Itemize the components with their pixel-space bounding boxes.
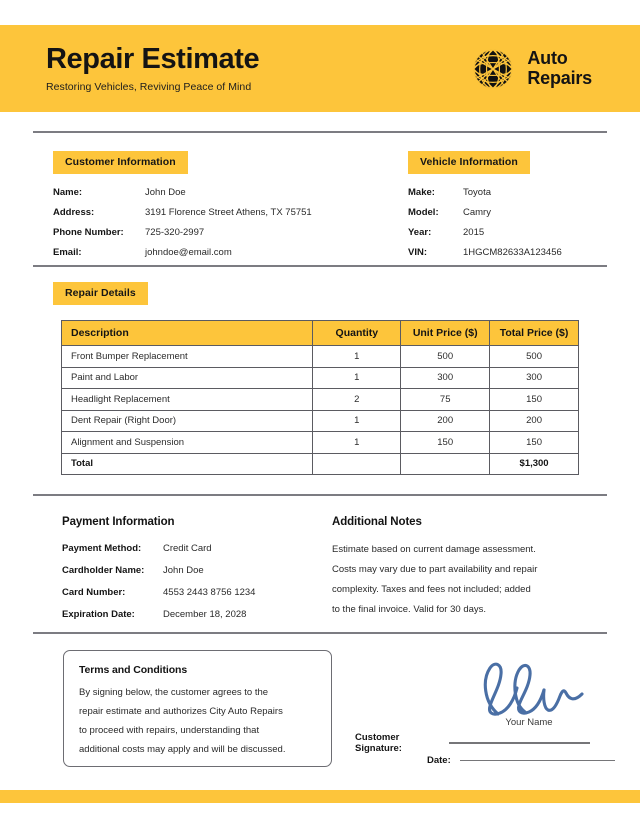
vehicle-field-list <box>408 187 562 258</box>
vehicle-field-row <box>408 247 562 258</box>
table-row <box>62 410 579 432</box>
customer-signature-label: Customer Signature: <box>355 732 402 754</box>
additional-notes-section <box>332 516 602 624</box>
terms-line: By signing below, the customer agrees to the <box>79 687 269 698</box>
cell-description: Alignment and Suspension <box>62 432 313 454</box>
brand-name-line2: Repairs <box>527 67 592 88</box>
customer-signature-line[interactable] <box>449 742 590 744</box>
header-title-group <box>46 42 260 93</box>
cell-total-price: 150 <box>490 389 579 411</box>
table-total-row <box>62 453 579 475</box>
customer-field-list <box>53 187 312 258</box>
cell-total-quantity <box>313 453 401 475</box>
customer-address-value: 3191 Florence Street Athens, TX 75751 <box>145 207 312 218</box>
notes-line: Costs may vary due to part availability and repair <box>332 564 538 575</box>
vehicle-information-badge: Vehicle Information <box>408 151 530 174</box>
divider-top <box>33 131 607 133</box>
cell-total-price: 300 <box>490 367 579 389</box>
column-header-total-price: Total Price ($) <box>490 321 579 346</box>
cell-description: Paint and Labor <box>62 367 313 389</box>
vehicle-year-value: 2015 <box>463 227 485 238</box>
additional-notes-body <box>332 544 602 615</box>
notes-line: Estimate based on current damage assessment. <box>332 544 536 555</box>
vehicle-model-label: Model: <box>408 207 439 218</box>
payment-field-row <box>62 587 255 598</box>
payment-information-heading: Payment Information <box>62 516 175 528</box>
cell-grand-total: $1,300 <box>490 453 579 475</box>
table-row <box>62 346 579 368</box>
terms-and-conditions-heading: Terms and Conditions <box>79 664 188 676</box>
terms-and-conditions-body <box>79 687 315 755</box>
payment-field-row <box>62 543 255 554</box>
cell-description: Dent Repair (Right Door) <box>62 410 313 432</box>
signature-date-row <box>427 755 615 766</box>
cell-unit-price: 500 <box>401 346 490 368</box>
cell-description: Headlight Replacement <box>62 389 313 411</box>
vehicle-vin-label: VIN: <box>408 247 427 258</box>
notes-line: to the final invoice. Valid for 30 days. <box>332 604 487 615</box>
customer-signature-row <box>355 732 590 754</box>
vehicle-vin-value: 1HGCM82633A123456 <box>463 247 562 258</box>
customer-field-row <box>53 187 312 198</box>
table-row <box>62 389 579 411</box>
vehicle-make-value: Toyota <box>463 187 491 198</box>
card-number-value: 4553 2443 8756 1234 <box>163 587 256 598</box>
cell-description: Front Bumper Replacement <box>62 346 313 368</box>
repair-details-badge: Repair Details <box>53 282 148 305</box>
customer-information-section <box>53 151 312 267</box>
customer-address-label: Address: <box>53 207 95 218</box>
payment-method-value: Credit Card <box>163 543 212 554</box>
table-header-row <box>62 321 579 346</box>
header-tagline: Restoring Vehicles, Reviving Peace of Mind <box>46 80 252 93</box>
divider-after-payment <box>33 632 607 634</box>
cell-quantity: 1 <box>313 367 401 389</box>
repair-details-table <box>61 320 579 475</box>
table-header <box>62 321 579 346</box>
cell-quantity: 1 <box>313 432 401 454</box>
vehicle-year-label: Year: <box>408 227 432 238</box>
card-number-label: Card Number: <box>62 587 126 598</box>
column-header-quantity: Quantity <box>313 321 401 346</box>
page-title: Repair Estimate <box>46 42 260 75</box>
cell-total-price: 150 <box>490 432 579 454</box>
customer-field-row <box>53 227 312 238</box>
signature-placeholder-name: Your Name <box>505 717 553 728</box>
handwritten-signature-icon <box>468 660 590 723</box>
cell-quantity: 2 <box>313 389 401 411</box>
vehicle-information-section <box>408 151 562 267</box>
cell-unit-price: 75 <box>401 389 490 411</box>
cell-total-price: 500 <box>490 346 579 368</box>
cell-total-unit <box>401 453 490 475</box>
table-row <box>62 432 579 454</box>
expiration-date-value: December 18, 2028 <box>163 609 247 620</box>
customer-email-value: johndoe@email.com <box>145 247 232 258</box>
table-row <box>62 367 579 389</box>
cardholder-name-value: John Doe <box>163 565 204 576</box>
customer-phone-label: Phone Number: <box>53 227 124 238</box>
payment-field-row <box>62 609 255 620</box>
customer-name-label: Name: <box>53 187 83 198</box>
column-header-description: Description <box>62 321 313 346</box>
signature-date-label: Date: <box>427 755 451 766</box>
cell-total-price: 200 <box>490 410 579 432</box>
expiration-date-label: Expiration Date: <box>62 609 135 620</box>
table-body <box>62 346 579 475</box>
brand-name-line1: Auto <box>527 47 568 68</box>
cardholder-name-label: Cardholder Name: <box>62 565 145 576</box>
customer-phone-value: 725-320-2997 <box>145 227 205 238</box>
customer-email-label: Email: <box>53 247 82 258</box>
cell-quantity: 1 <box>313 346 401 368</box>
terms-line: to proceed with repairs, understanding that <box>79 725 260 736</box>
customer-field-row <box>53 247 312 258</box>
cell-unit-price: 200 <box>401 410 490 432</box>
payment-method-label: Payment Method: <box>62 543 142 554</box>
notes-line: complexity. Taxes and fees not included; added <box>332 584 531 595</box>
customer-information-badge: Customer Information <box>53 151 188 174</box>
terms-and-conditions-box <box>63 650 332 767</box>
divider-after-table <box>33 494 607 496</box>
cell-quantity: 1 <box>313 410 401 432</box>
cell-total-label: Total <box>62 453 313 475</box>
document-header <box>0 25 640 112</box>
payment-field-list <box>62 543 255 620</box>
brand-name <box>527 49 592 89</box>
cell-unit-price: 300 <box>401 367 490 389</box>
additional-notes-heading: Additional Notes <box>332 516 422 528</box>
globe-sphere-icon <box>470 46 516 92</box>
vehicle-field-row <box>408 227 562 238</box>
payment-information-section <box>62 516 255 631</box>
column-header-unit-price: Unit Price ($) <box>401 321 490 346</box>
vehicle-field-row <box>408 187 562 198</box>
vehicle-make-label: Make: <box>408 187 435 198</box>
brand-logo <box>470 46 592 92</box>
customer-name-value: John Doe <box>145 187 186 198</box>
customer-field-row <box>53 207 312 218</box>
terms-line: repair estimate and authorizes City Auto Repairs <box>79 706 283 717</box>
cell-unit-price: 150 <box>401 432 490 454</box>
payment-field-row <box>62 565 255 576</box>
vehicle-field-row <box>408 207 562 218</box>
document-footer-bar <box>0 790 640 803</box>
vehicle-model-value: Camry <box>463 207 491 218</box>
signature-date-line[interactable] <box>460 760 615 762</box>
terms-line: additional costs may apply and will be discussed. <box>79 744 286 755</box>
